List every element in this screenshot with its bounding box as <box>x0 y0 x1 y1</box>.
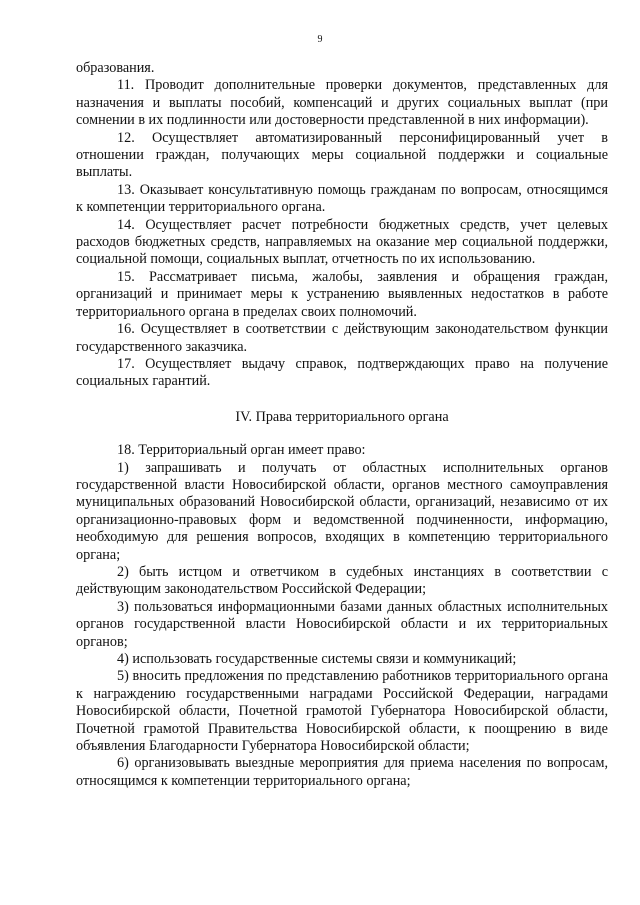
paragraph-item-16: 16. Осуществляет в соответствии с действующим законодательством функции государственного заказчика. <box>76 321 608 355</box>
section-heading: IV. Права территориального органа <box>235 408 449 425</box>
paragraph-item-17: 17. Осуществляет выдачу справок, подтверждающих право на получение социальных гарантий. <box>76 355 608 390</box>
paragraph-item-13: 13. Оказывает консультативную помощь гражданам по вопросам, относящимся к компетенции территориального органа. <box>76 181 608 216</box>
document-body <box>76 60 608 790</box>
subitem-4: 4) использовать государственные системы связи и коммуникаций; <box>117 651 517 667</box>
paragraph-item-12: 12. Осуществляет автоматизированный персонифицированный учет в отношении граждан, получающих меры социальной поддержки и социальные выплаты. <box>76 129 608 181</box>
subitem-3: 3) пользоваться информационными базами данных областных исполнительных органов государственной власти Новосибирской области и их территориальных органов; <box>76 598 608 650</box>
paragraph-continuation: образования. <box>76 60 155 76</box>
page-number: 9 <box>317 34 323 45</box>
paragraph-item-18: 18. Территориальный орган имеет право: <box>117 442 366 459</box>
paragraph-item-11: 11. Проводит дополнительные проверки документов, представленных для назначения и выплаты пособий, компенсаций и других социальных выплат (при сомнении в их подлинности или достоверности представленной в них информации). <box>76 77 608 129</box>
paragraph-item-14: 14. Осуществляет расчет потребности бюджетных средств, учет целевых расходов бюджетных средств, направляемых на оказание мер социальной поддержки, социальной помощи, социальных выплат, отчетность по их использованию. <box>76 216 608 268</box>
paragraph-item-15: 15. Рассматривает письма, жалобы, заявления и обращения граждан, организаций и принимает меры к устранению выявленных недостатков в работе территориального органа в пределах своих полномочий. <box>76 268 608 320</box>
subitem-6: 6) организовывать выездные мероприятия для приема населения по вопросам, относящимся к компетенции территориального органа; <box>76 755 608 789</box>
subitem-5: 5) вносить предложения по представлению работников территориального органа к награждению государственными наградами Российской Федерации, наградами Новосибирской области, Почетной грамотой Губернатора Новосибирской области, Почетной грамотой Правительства Новосибирской области, к поощрению в виде объявления Благодарности Губернатора Новосибирской области; <box>76 668 608 755</box>
subitem-2: 2) быть истцом и ответчиком в судебных инстанциях в соответствии с действующим законодательством Российской Федерации; <box>76 563 608 598</box>
subitem-1: 1) запрашивать и получать от областных исполнительных органов государственной власти Новосибирской области, органов местного самоуправления муниципальных образований Новосибирской области, организаций, независимо от их организационно-правовых форм и ведомственной подчиненности, информацию, необходимую для решения вопросов, входящих в компетенцию территориального органа; <box>76 459 608 563</box>
